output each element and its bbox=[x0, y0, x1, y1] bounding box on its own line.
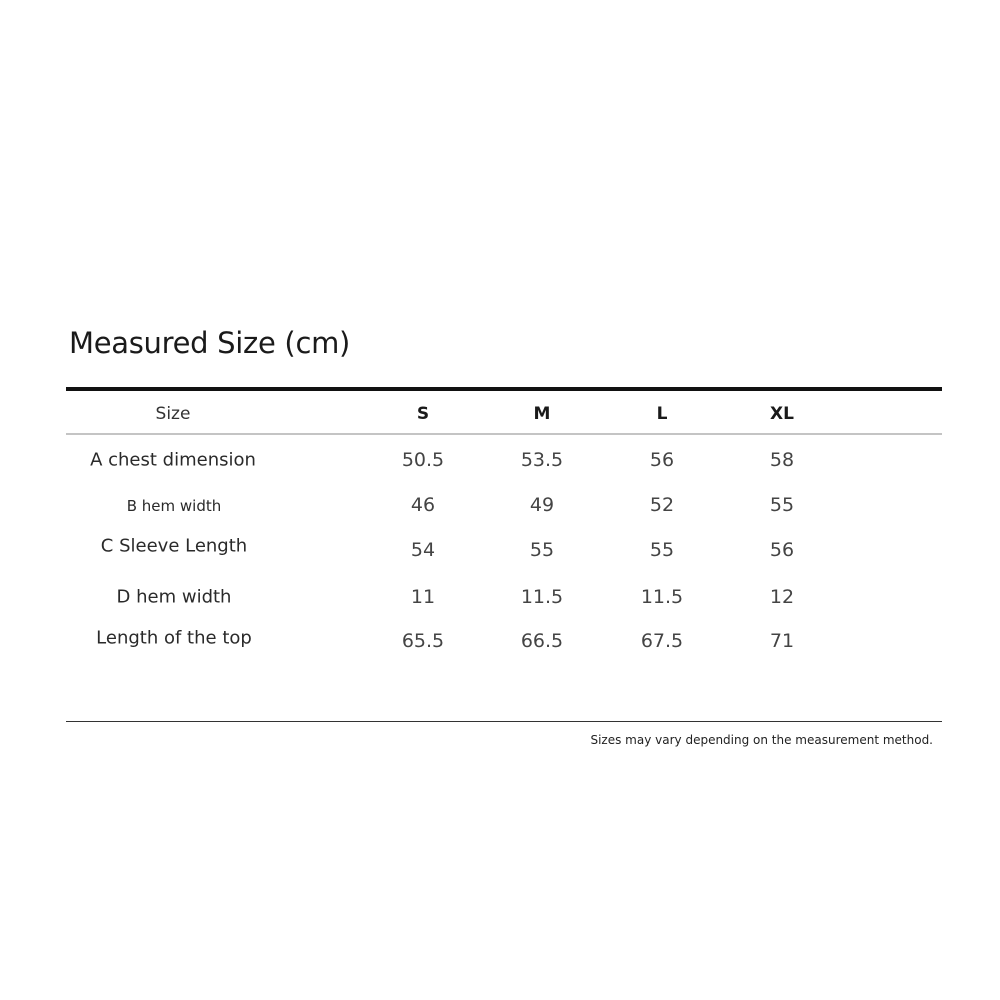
table-cell: 56 bbox=[649, 449, 675, 471]
row-label: A chest dimension bbox=[90, 449, 256, 471]
row-label: C Sleeve Length bbox=[100, 535, 248, 557]
row-label: Length of the top bbox=[96, 627, 252, 649]
table-cell: 55 bbox=[529, 539, 555, 561]
table-cell: 46 bbox=[410, 494, 436, 516]
page-title: Measured Size (cm) bbox=[69, 326, 351, 360]
header-size-m: M bbox=[533, 404, 551, 424]
header-rule bbox=[66, 433, 942, 435]
table-cell: 53.5 bbox=[520, 449, 564, 471]
table-cell: 11.5 bbox=[520, 586, 564, 608]
table-cell: 55 bbox=[649, 539, 675, 561]
header-size-xl: XL bbox=[770, 404, 794, 424]
measurement-note: Sizes may vary depending on the measurement method. bbox=[590, 733, 933, 747]
table-cell: 52 bbox=[649, 494, 675, 516]
table-cell: 67.5 bbox=[640, 630, 684, 652]
table-cell: 55 bbox=[769, 494, 795, 516]
table-cell: 65.5 bbox=[401, 630, 445, 652]
bottom-rule bbox=[66, 721, 942, 722]
row-label: B hem width bbox=[126, 497, 222, 515]
top-rule bbox=[66, 387, 942, 391]
table-cell: 12 bbox=[769, 586, 795, 608]
table-cell: 56 bbox=[769, 539, 795, 561]
table-cell: 71 bbox=[769, 630, 795, 652]
header-size-l: L bbox=[656, 404, 668, 424]
table-cell: 66.5 bbox=[520, 630, 564, 652]
table-cell: 58 bbox=[769, 449, 795, 471]
table-cell: 49 bbox=[529, 494, 555, 516]
table-cell: 50.5 bbox=[401, 449, 445, 471]
row-label: D hem width bbox=[116, 586, 232, 608]
header-size-label: Size bbox=[155, 404, 191, 424]
table-cell: 54 bbox=[410, 539, 436, 561]
header-size-s: S bbox=[416, 404, 430, 424]
table-cell: 11.5 bbox=[640, 586, 684, 608]
table-cell: 11 bbox=[410, 586, 436, 608]
